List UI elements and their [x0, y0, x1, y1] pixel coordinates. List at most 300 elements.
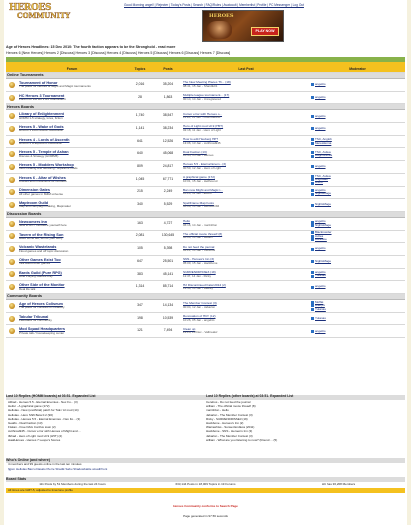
moderator-icon — [311, 96, 314, 99]
banner-title: HEROES — [209, 13, 234, 19]
forum-row — [6, 123, 405, 136]
last-reply-item[interactable]: Alibad - Heroes 5.5 - Eternal Enemies - Nex Fu... (3) — [8, 401, 78, 404]
last-post-link[interactable]: The official movie thread! (8) — [183, 231, 223, 236]
forum-description: New to HC? Introduce yourself here — [19, 223, 67, 228]
forum-topics: 809 — [126, 161, 154, 174]
forum-status-icon — [9, 316, 15, 322]
who-online-members[interactable]: fjgsm Hellulau Barcu Dasalo Pierre Shadik Sabu Shadowbattle wreathfront — [8, 467, 108, 471]
forum-cell — [18, 230, 126, 243]
last-reply-item[interactable]: Hackbone - Heroes's Inn (2) — [206, 421, 244, 425]
last-post-date: 11:20, 14 Jan - cutthroat945 — [183, 115, 221, 120]
forum-description: Feedback for community — [19, 317, 52, 322]
forum-posts: 2,249 — [154, 186, 182, 199]
moderators-cell — [310, 312, 405, 325]
last-post-link[interactable]: SNS - Heroes's Inn (3) — [183, 257, 215, 262]
forum-icon-cell — [6, 123, 18, 136]
moderator-link[interactable]: Brenn — [315, 180, 324, 185]
moderator-icon — [311, 127, 314, 130]
who-online — [6, 458, 405, 473]
last-reply-item[interactable]: william - The official movie thread! (8) — [206, 405, 256, 409]
forum-name-link[interactable]: HC Heroes 3 Tournament — [19, 93, 65, 98]
forum-icon-cell — [6, 255, 18, 268]
forum-cell — [18, 243, 126, 256]
forum-description: Have some ale, tell us your story — [19, 235, 63, 240]
forum-description: Talk about other games — [19, 261, 51, 266]
forum-posts: 5,529 — [154, 199, 182, 212]
forum-posts: 14,134 — [154, 300, 182, 313]
last-post-cell — [182, 199, 310, 212]
forum-status-icon — [9, 126, 15, 132]
who-online-title[interactable]: Who's Online (and where) — [6, 458, 405, 463]
forum-posts: 45,068 — [154, 148, 182, 161]
last-post-cell — [182, 135, 310, 148]
last-post-link[interactable]: Hello — [183, 219, 191, 224]
last-post-link[interactable]: SURRENDRISSE3 (19) — [183, 269, 216, 274]
moderator-entry — [311, 154, 404, 157]
last-replies-homm-title[interactable]: Last 10 Replies (HOMM boards) at 03:51. Expanded List — [6, 393, 96, 398]
forum-cell — [18, 79, 126, 92]
forum-icon-cell — [6, 281, 18, 294]
forum-description: Mod creating and debating - Equilibris mods — [19, 166, 78, 171]
forum-cell — [18, 173, 126, 186]
moderator-link[interactable]: angelito — [315, 113, 326, 118]
last-replies-other-list — [206, 401, 404, 443]
moderator-icon — [311, 330, 314, 333]
forum-posts: 1,863 — [154, 91, 182, 104]
last-post-cell — [182, 312, 310, 325]
forum-name-link[interactable]: Bards Guild (Pure RPG) — [19, 270, 62, 275]
forum-description: The place for Heroes of Might and Magic tournaments — [19, 84, 91, 89]
moderator-icon — [311, 224, 314, 227]
moderator-entry — [311, 181, 404, 184]
last-post-cell — [182, 148, 310, 161]
last-reply-item[interactable]: Hellulau - Heroes 5.5 - Eternal Enemies - Nex Fo... (3) — [8, 417, 81, 421]
forum-name-link[interactable]: Other Games Exist Too — [19, 257, 61, 262]
last-post-link[interactable]: Heroes 5.5 - Eternal Enem...(3) — [183, 162, 226, 167]
moderator-entry — [311, 238, 404, 241]
last-post-cell — [182, 79, 310, 92]
forum-cell — [18, 148, 126, 161]
forum-cell — [18, 161, 126, 174]
moderators-cell — [310, 281, 405, 294]
forum-description: Wishes and Predictions for HOMM6 — [19, 179, 67, 184]
forum-icon-cell — [6, 325, 18, 338]
stats-posts-24h: 111 Posts by 51 Members during the last 24 hours — [39, 482, 106, 487]
forum-topics: 215 — [126, 186, 154, 199]
forum-icon-cell — [6, 173, 18, 186]
last-post-link[interactable]: SpellFrame Map hosts — [183, 200, 214, 205]
forum-name-link[interactable]: Heroes 4 - Lords of Ascenth — [19, 137, 70, 142]
last-post-date: 04:21, 13 Jan - Cerebus — [183, 248, 216, 253]
moderator-icon — [311, 83, 314, 86]
forum-topics: 1,740 — [126, 110, 154, 123]
forum-status-icon — [9, 164, 15, 170]
forum-cell — [18, 312, 126, 325]
last-post-link[interactable]: Multiple league tournament... (17) — [183, 93, 230, 98]
last-post-date: 00:04, 12 Jan - Jabarisn — [183, 304, 216, 309]
forum-name-link[interactable]: Mod Squad Headquarters — [19, 327, 65, 332]
who-online-count: 4 members and 99 guests online in the last ten minutes — [8, 462, 82, 466]
forum-cell — [18, 281, 126, 294]
moderators-cell — [310, 199, 405, 212]
forum-name-link[interactable]: Tabular Tribunal — [19, 314, 49, 319]
section-title: Discussion Boards — [6, 211, 405, 217]
moderators-cell — [310, 110, 405, 123]
moderator-link[interactable]: NightsMage — [315, 191, 332, 196]
banner-play-button[interactable]: PLAY NOW — [251, 27, 279, 36]
forum-status-icon — [9, 82, 15, 88]
forum-row — [6, 135, 405, 148]
forum-topics: 1,045 — [126, 173, 154, 186]
moderator-link[interactable]: angelito — [315, 246, 326, 251]
forum-description: Forum for the HC's H3 Tournament — [19, 96, 66, 101]
forum-row — [6, 300, 405, 313]
stats-members: HC has 36,208 Members — [321, 482, 356, 487]
ad-banner[interactable] — [202, 10, 284, 42]
moderator-link[interactable]: NightsMage — [315, 222, 332, 227]
last-post-date: 10:23, 11 Jan - Eldzor — [183, 191, 213, 196]
forum-topics: 647 — [126, 255, 154, 268]
last-post-date: 00:09, 13 Jan - william — [183, 235, 213, 240]
forum-name-link[interactable]: Dimension Gates — [19, 188, 51, 193]
forum-status-icon — [9, 177, 15, 183]
header — [4, 0, 407, 55]
last-post-link[interactable]: H2 Discontinued Fatal 2012 (2) — [183, 282, 226, 287]
forum-row — [6, 79, 405, 92]
forum-cell — [18, 110, 126, 123]
last-post-date: 10:26, 05 Jan - angelito — [183, 317, 215, 322]
moderator-link[interactable]: angelito — [315, 270, 326, 275]
moderator-link[interactable]: angelito — [315, 328, 326, 333]
forum-icon-cell — [6, 91, 18, 104]
forum-icon-cell — [6, 243, 18, 256]
last-post-cell — [182, 186, 310, 199]
moderator-entry — [311, 96, 404, 99]
last-post-link[interactable]: How to edit Heuberg HP? — [183, 137, 219, 142]
last-post-date: 10:45, 15 Jan - Heroes — [183, 153, 214, 158]
forum-posts: 35,204 — [154, 79, 182, 92]
last-post-link[interactable]: Ban new Might and Magic t... — [183, 187, 223, 192]
moderator-link[interactable]: Avilea — [315, 233, 324, 238]
moderator-link[interactable]: Meresilenna — [315, 140, 332, 145]
moderator-link[interactable]: Dagmorenka — [315, 153, 333, 158]
moderator-entry — [311, 317, 404, 320]
forum-description: Map and campaign making, Mapmaker — [19, 204, 71, 209]
last-replies-homm-list — [8, 401, 206, 443]
last-reply-item[interactable]: william - What are you listening to now? (Round ... (5) — [206, 438, 278, 442]
forum-row — [6, 243, 405, 256]
last-reply-item[interactable]: Gealfu - Dual Faction (13) — [8, 421, 43, 425]
forum-posts: 130,645 — [154, 230, 182, 243]
moderator-link[interactable]: Yutanas — [315, 273, 326, 278]
forum-status-icon — [9, 246, 15, 252]
moderator-link[interactable]: angelito — [315, 187, 326, 192]
last-post-cell — [182, 300, 310, 313]
col-topics: Topics — [126, 67, 154, 73]
moderator-icon — [311, 248, 314, 251]
last-post-date: 23:26, 29 Dec - Valbreakz — [183, 330, 218, 335]
forum-cell — [18, 186, 126, 199]
banner-hero-image — [207, 21, 232, 39]
last-post-link[interactable]: A graphical game (172) — [183, 175, 215, 180]
headlines[interactable]: Age of Heroes Headlines: 15 Dec 2010: The fourth faction appears to be the Stronghold - read more — [6, 45, 176, 49]
forum-topics: 347 — [126, 300, 154, 313]
moderator-link[interactable]: TSC, Anglob — [315, 137, 332, 142]
last-post-date: 11:47, 14 Jan - Ricky — [183, 273, 211, 278]
forum-status-icon — [9, 271, 15, 277]
forum-name-link[interactable]: Newcomers Inn — [19, 219, 48, 224]
last-reply-item[interactable]: Jabarisn - The Member Contest (3) — [206, 434, 253, 438]
moderators-cell — [310, 243, 405, 256]
moderator-icon — [311, 155, 314, 158]
forum-status-icon — [9, 284, 15, 290]
last-post-cell — [182, 123, 310, 136]
forum-topics: 383 — [126, 268, 154, 281]
moderators-cell — [310, 148, 405, 161]
forum-status-icon — [9, 151, 15, 157]
forum-topics: 641 — [126, 135, 154, 148]
last-post-date: 00:09, 13 Jan - HeroesOfM — [183, 204, 220, 209]
forum-icon-cell — [6, 300, 18, 313]
section-title: Community Boards — [6, 294, 405, 300]
forum-cell — [18, 135, 126, 148]
moderator-entry — [311, 285, 404, 288]
last-reply-item[interactable]: cutthroat945 - Cursor error with Heroes of Might and ... — [8, 430, 81, 434]
col-posts: Posts — [154, 67, 182, 73]
forum-description: All other games in M&M universe — [19, 191, 64, 196]
last-reply-item[interactable]: Hellulau - New (unofficial) patch for ToE / AI mod (14) — [8, 409, 79, 413]
forum-status-icon — [9, 202, 15, 208]
last-post-cell — [182, 173, 310, 186]
forum-description: HOMM 4 & Equilibris Discussion — [19, 141, 63, 146]
forum-icon-cell — [6, 186, 18, 199]
forum-cell — [18, 123, 126, 136]
last-post-date: 08:41, 15 Jan - Shardik01 — [183, 83, 218, 88]
forum-status-icon — [9, 221, 15, 227]
last-post-date: 05:00, 15 Jan - Hackbone — [183, 260, 218, 265]
forum-status-icon — [9, 303, 15, 309]
moderator-entry — [311, 83, 404, 86]
last-post-link[interactable]: Renovation of HC!! (12) — [183, 314, 216, 319]
moderator-icon — [311, 260, 314, 263]
moderator-entry — [311, 308, 404, 311]
last-post-link[interactable]: The Member Contest (3) — [183, 301, 217, 306]
forum-description: Private talk / housekeeping center — [19, 330, 65, 335]
moderator-entry — [311, 274, 404, 277]
forum-posts: 85,714 — [154, 281, 182, 294]
last-reply-item[interactable]: Hackbone - SNS - Heroes's Inn (3) — [206, 430, 253, 434]
forum-name-link[interactable]: Tournament of Honor — [19, 80, 58, 85]
last-reply-item[interactable]: Warrawhiss - Sunset Endless (2011) — [206, 426, 255, 430]
footer-line2: Page generated in 97.56 seconds — [183, 514, 228, 518]
last-post-date: 06:16, 14 Jan - marit10on — [183, 222, 218, 227]
last-post-link[interactable]: The New Meeting Places Th... (18) — [183, 80, 231, 85]
forum-topics: 105 — [126, 243, 154, 256]
last-replies-other-title[interactable]: Last 10 Replies (other boards) at 03:51. Expanded List — [206, 393, 294, 398]
forum-topics: 2,016 — [126, 79, 154, 92]
last-reply-item[interactable]: marit10on - Hello — [206, 409, 229, 413]
forum-description: HOMM 1-5 strategy, lores, fiction — [19, 115, 63, 120]
moderator-icon — [311, 204, 314, 207]
forum-name-link[interactable]: Volcanic Wastelands — [19, 245, 57, 250]
forum-name-link[interactable]: Other Side of the Monitor — [19, 283, 65, 288]
moderators-cell — [310, 79, 405, 92]
forum-description: HOMM 3 WoG edition discussion — [19, 128, 64, 133]
last-reply-item[interactable]: staalHeroes - Heroes 7 Leopo's Scores — [8, 438, 61, 442]
last-reply-item[interactable]: Cerebus - Do not feed the journal — [206, 401, 251, 404]
forum-row — [6, 199, 405, 212]
forum-name-link[interactable]: Tavern of the Rising Sun — [19, 232, 64, 237]
forum-name-link[interactable]: Maptroom Guild — [19, 201, 49, 206]
forum-cell — [18, 255, 126, 268]
moderator-link[interactable]: Darkwoe — [315, 237, 327, 242]
moderator-entry — [311, 192, 404, 195]
moderator-icon — [311, 238, 314, 241]
last-post-link[interactable]: Cursor error with Heroes o... — [183, 111, 223, 116]
forum-posts: 10,539 — [154, 312, 182, 325]
site-logo[interactable] — [9, 3, 69, 21]
last-reply-item[interactable]: Jabarisn - The Member Contest (3) — [206, 413, 253, 417]
top-links[interactable] — [124, 4, 304, 8]
moderator-link[interactable]: Yutanas — [315, 306, 326, 311]
forum-name-link[interactable]: Heroes 5 - Temple of Ashan — [19, 150, 69, 155]
moderator-icon — [311, 115, 314, 118]
forum-name-link[interactable]: Heroes 6 - Altar of Wishes — [19, 175, 66, 180]
forum-name-link[interactable]: Age of Heroes Coliseum — [19, 301, 63, 306]
last-post-date: 13:49, 13 Jan - Beeley — [183, 286, 214, 291]
footer-line1[interactable]: Heroes Community conforms to Search Page — [173, 504, 238, 508]
last-post-cell — [182, 243, 310, 256]
forum-row — [6, 268, 405, 281]
last-post-link[interactable]: Dual Faction (13) — [183, 149, 207, 154]
forum-topics: 163 — [126, 217, 154, 230]
last-reply-item[interactable]: Heifer - A graphical game (172) — [8, 405, 50, 409]
moderator-link[interactable]: angelito — [315, 126, 326, 131]
last-reply-item[interactable]: tfkhad - Hero of Light mod v0.9 (H5T) (2) — [8, 434, 63, 438]
forum-row — [6, 186, 405, 199]
moderator-entry — [311, 224, 404, 227]
moderator-entry — [311, 330, 404, 333]
last-post-date: 02:18, 11 Jan - Hero of Light — [183, 127, 221, 132]
moderator-link[interactable]: angelito — [315, 219, 326, 224]
forum-topics: 340 — [126, 199, 154, 212]
logo-line1: HEROES — [9, 3, 52, 13]
forum-topics: 28 — [126, 91, 154, 104]
moderator-link[interactable]: Angreaan — [315, 176, 329, 181]
moderator-link[interactable]: NightsMage — [315, 202, 332, 207]
forum-posts: 45,141 — [154, 268, 182, 281]
forum-icon-cell — [6, 268, 18, 281]
heroes-nav[interactable]: Heroes 6 [New Heroes] Heroes 2 [Discuss] Heroes 3 [Discuss] Heroes 4 [Discuss] Heroes 5 [Discuss] Heroes 6 [Discuss] Heroes 7 [Discuss] — [6, 51, 231, 55]
forum-topics: 640 — [126, 148, 154, 161]
moderator-entry — [311, 165, 404, 168]
forum-cell — [18, 217, 126, 230]
forum-name-link[interactable]: Heroes 5 - Modders Workshop — [19, 163, 74, 168]
moderator-link[interactable]: Diebyis — [315, 303, 325, 308]
forum-row — [6, 148, 405, 161]
forum-name-link[interactable]: Library of Enlightenment — [19, 112, 64, 117]
last-reply-item[interactable]: Ricky - SURRENDRISSE3 (19) — [206, 417, 248, 421]
forum-topics: 1,314 — [126, 281, 154, 294]
forum-icon-cell — [6, 79, 18, 92]
last-post-cell — [182, 230, 310, 243]
forum-posts: 4,727 — [154, 217, 182, 230]
forum-row — [6, 173, 405, 186]
forum-topics: 198 — [126, 312, 154, 325]
moderator-link[interactable]: Moffat — [315, 299, 324, 304]
last-post-date: 00:14, 14 Jan - Unregistered — [183, 96, 222, 101]
forum-description: Real life talk — [19, 286, 36, 291]
moderator-icon — [311, 142, 314, 145]
forum-posts: 5,398 — [154, 243, 182, 256]
moderator-link[interactable]: NightsMage — [315, 259, 332, 264]
moderator-link[interactable]: angelito — [315, 284, 326, 289]
last-post-cell — [182, 281, 310, 294]
forum-status-icon — [9, 139, 15, 145]
last-post-link[interactable]: Clean up — [183, 326, 196, 331]
forum-topics: 1,141 — [126, 123, 154, 136]
top-links-text[interactable]: Good Morning angel! | Rejecter | Today's Posts | Search | FAQ/Rules | Avatocult | Memberlist | Profile | PC Messenger | Log Out — [124, 3, 304, 7]
moderator-link[interactable]: TSC, Avilea — [315, 149, 331, 154]
forum-cell — [18, 199, 126, 212]
last-post-cell — [182, 217, 310, 230]
board-stats-title: Board Stats — [6, 477, 405, 482]
moderator-link[interactable]: angelito — [315, 82, 326, 87]
moderator-link[interactable]: angelito — [315, 164, 326, 169]
last-reply-item[interactable]: Fiskan - Free DAG Conflux town (2) — [8, 426, 56, 430]
forum-posts: 24,817 — [154, 161, 182, 174]
moderator-entry — [311, 142, 404, 145]
board-stats — [6, 477, 405, 493]
col-last-post: Last Post — [182, 67, 310, 73]
moderators-cell — [310, 123, 405, 136]
forum-row — [6, 230, 405, 243]
moderator-link[interactable]: angelito — [315, 94, 326, 99]
moderator-link[interactable]: Yutanas — [315, 315, 326, 320]
forum-description: Role Playing Games only — [19, 273, 53, 278]
last-post-link[interactable]: Hero of Light mod v0.9 (H5T) — [183, 124, 224, 129]
moderators-cell — [310, 161, 405, 174]
forum-row — [6, 312, 405, 325]
last-post-link[interactable]: Do not feed the journal — [183, 244, 215, 249]
last-post-date: 00:50, 12 Jan - Hero of Light — [183, 166, 222, 171]
forum-name-link[interactable]: Heroes 5 - Wake of Gods — [19, 125, 64, 129]
forum-icon-cell — [6, 148, 18, 161]
moderator-link[interactable]: Blackrowder — [315, 230, 332, 235]
section-title: Online Tournaments — [6, 73, 405, 79]
forum-status-icon — [9, 95, 15, 101]
moderator-entry — [311, 115, 404, 118]
forum-description: The place for contests of creativity — [19, 305, 65, 310]
forum-posts: 38,547 — [154, 110, 182, 123]
forum-row — [6, 91, 405, 104]
moderator-link[interactable]: TSC, Avilea — [315, 173, 331, 178]
forum-icon-cell — [6, 199, 18, 212]
moderator-icon — [311, 165, 314, 168]
forum-icon-cell — [6, 217, 18, 230]
page — [4, 0, 407, 525]
forum-cell — [18, 325, 126, 338]
forum-status-icon — [9, 189, 15, 195]
stats-timezone: All times are GMT-5, adjusted to timezone profile — [6, 488, 405, 493]
moderators-cell — [310, 300, 405, 313]
moderators-cell — [310, 135, 405, 148]
forum-status-icon — [9, 233, 15, 239]
moderator-entry — [311, 260, 404, 263]
forum-status-icon — [9, 259, 15, 265]
forum-posts: 25,501 — [154, 255, 182, 268]
last-reply-item[interactable]: Hellulau - Hero Shift Beta 0.2 (90) — [8, 413, 54, 417]
